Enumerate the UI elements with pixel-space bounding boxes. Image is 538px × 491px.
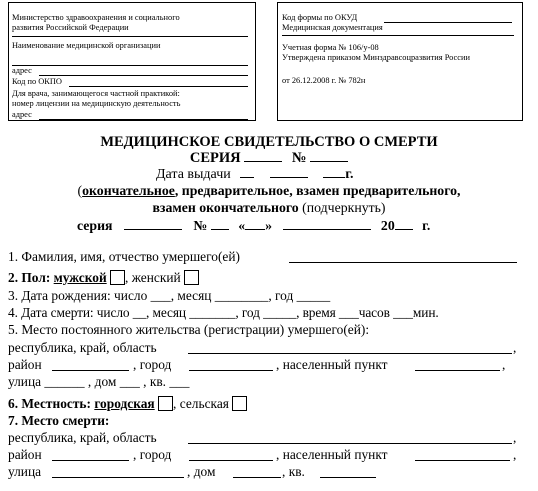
form-divider xyxy=(282,35,514,36)
field-6-row xyxy=(8,396,247,412)
field-2-row xyxy=(8,270,199,286)
field-5-label: 5. Место постоянного жительства (регистрации) умершего(ей): xyxy=(8,322,370,337)
issue-day-field[interactable] xyxy=(240,166,254,178)
private-practice-line-2: номер лицензии на медицинскую деятельность xyxy=(12,99,181,108)
no-field[interactable] xyxy=(211,218,229,230)
field-7-apt-input[interactable] xyxy=(320,477,376,478)
issue-year-field[interactable] xyxy=(323,166,345,178)
ministry-line-1: Министерство здравоохранения и социального xyxy=(12,13,180,22)
field-5-district-label: район xyxy=(8,357,42,372)
field-1-input[interactable] xyxy=(289,262,517,263)
issue-date-label: Дата выдачи xyxy=(156,167,231,182)
field-7-settlement-input[interactable] xyxy=(415,460,510,461)
month-field[interactable] xyxy=(283,218,371,230)
no-label: № xyxy=(193,218,208,233)
rural-checkbox[interactable] xyxy=(232,396,247,411)
address2-field[interactable] xyxy=(39,119,248,120)
status-replacement[interactable]: взамен окончательного xyxy=(152,200,299,215)
status-rest[interactable]: , предварительное, взамен предварительного, xyxy=(174,183,461,198)
field-2-label: 2. Пол: xyxy=(8,270,54,285)
status-paren: ( xyxy=(77,183,83,198)
ministry-divider xyxy=(12,36,248,37)
field-5-city-label: , город xyxy=(133,357,172,372)
field-7-district-label: район xyxy=(8,447,42,462)
number-field[interactable] xyxy=(310,150,348,162)
order-date: от 26.12.2008 г. № 782н xyxy=(282,76,366,85)
status-row-1 xyxy=(0,183,538,199)
field-7-house-input[interactable] xyxy=(233,477,281,478)
field-7-region-input[interactable] xyxy=(188,443,512,444)
org-name-field[interactable] xyxy=(12,65,248,66)
field-7-district-input[interactable] xyxy=(52,460,129,461)
address-field[interactable] xyxy=(39,75,248,76)
field-4-label[interactable]: 4. Дата смерти: число __, месяц _______, год _____, время ___часов ___мин. xyxy=(8,305,439,320)
seria-label: серия xyxy=(77,218,113,233)
field-7-region-label: республика, край, область xyxy=(8,430,157,445)
day-field[interactable] xyxy=(245,218,265,230)
series-row xyxy=(0,150,538,167)
field-5-city-input[interactable] xyxy=(189,370,273,371)
year-prefix: 20 xyxy=(380,218,395,233)
field-7-region-comma: , xyxy=(513,430,517,445)
field-5-settlement-input[interactable] xyxy=(415,370,500,371)
okud-field[interactable] xyxy=(384,22,512,23)
quote-open: « xyxy=(238,218,246,233)
status-row-2 xyxy=(0,200,538,216)
series-field[interactable] xyxy=(244,150,282,162)
series-label: СЕРИЯ xyxy=(189,150,241,166)
field-5-region-label: республика, край, область xyxy=(8,340,157,355)
field-7-settlement-comma: , xyxy=(513,447,517,462)
field-3-label[interactable]: 3. Дата рождения: число ___, месяц ________, год _____ xyxy=(8,288,331,303)
number-label: № xyxy=(291,150,307,166)
field-6-label: 6. Местность: xyxy=(8,396,95,411)
field-5-settlement-label: , населенный пункт xyxy=(276,357,388,372)
field-7-street-label: улица xyxy=(8,464,42,479)
address-label: адрес xyxy=(12,66,32,75)
status-final[interactable]: окончательное xyxy=(82,183,175,198)
field-7-apt-label: , кв. xyxy=(282,464,305,479)
male-checkbox[interactable] xyxy=(110,270,125,285)
field-7-label: 7. Место смерти: xyxy=(8,413,110,428)
serial-row xyxy=(77,218,430,234)
quote-close: » xyxy=(265,218,273,233)
field-5-district-input[interactable] xyxy=(52,370,129,371)
locality-urban[interactable]: городская xyxy=(94,396,155,411)
locality-rural: , сельская xyxy=(173,396,229,411)
female-checkbox[interactable] xyxy=(184,270,199,285)
okud-label: Код формы по ОКУД xyxy=(282,13,358,22)
underline-note: (подчеркнуть) xyxy=(298,200,386,215)
approved-by: Утверждена приказом Минздравсоцразвития России xyxy=(282,53,470,62)
med-doc-label: Медицинская документация xyxy=(282,23,383,32)
field-7-city-input[interactable] xyxy=(189,460,273,461)
sex-female: , женский xyxy=(125,270,181,285)
issue-month-field[interactable] xyxy=(270,166,308,178)
issue-date-row xyxy=(156,166,354,183)
org-name-label: Наименование медицинской организации xyxy=(12,41,161,50)
sex-male[interactable]: мужской xyxy=(53,270,107,285)
field-7-street-input[interactable] xyxy=(52,477,184,478)
form-number: Учетная форма № 106/у-08 xyxy=(282,43,379,52)
okpo-field[interactable] xyxy=(69,86,248,87)
ministry-line-2: развития Российской Федерации xyxy=(12,23,129,32)
field-1-label: 1. Фамилия, имя, отчество умершего(ей) xyxy=(8,249,240,264)
field-5-settlement-comma: , xyxy=(502,357,506,372)
field-5-region-input[interactable] xyxy=(188,353,512,354)
page-title: МЕДИЦИНСКОЕ СВИДЕТЕЛЬСТВО О СМЕРТИ xyxy=(100,134,438,150)
form-code-box xyxy=(277,2,523,121)
field-7-settlement-label: , населенный пункт xyxy=(276,447,388,462)
field-7-house-label: , дом xyxy=(187,464,216,479)
address2-label: адрес xyxy=(12,110,32,119)
year-g: г. xyxy=(422,218,431,233)
field-7-city-label: , город xyxy=(133,447,172,462)
issue-year-suffix: г. xyxy=(345,167,354,182)
urban-checkbox[interactable] xyxy=(158,396,173,411)
field-5-street-row[interactable]: улица ______ , дом ___ , кв. ___ xyxy=(8,374,190,389)
year-field[interactable] xyxy=(395,218,413,230)
seria-field[interactable] xyxy=(124,218,182,230)
okpo-label: Код по ОКПО xyxy=(12,77,62,86)
organization-box xyxy=(8,2,256,121)
private-practice-line-1: Для врача, занимающегося частной практикой: xyxy=(12,89,180,98)
field-5-region-comma: , xyxy=(513,340,517,355)
